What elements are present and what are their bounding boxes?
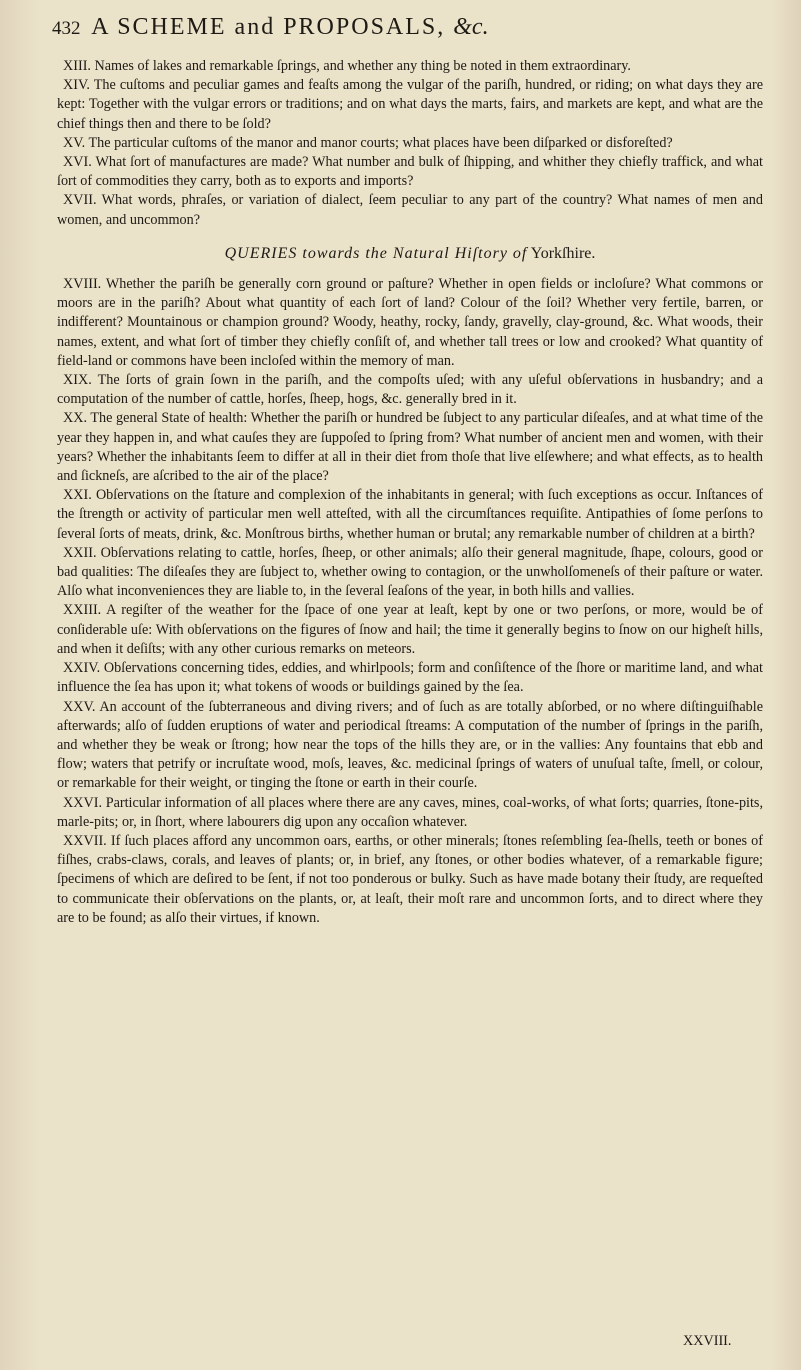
query-item: XVI. What ſort of manufactures are made? What number and bulk of ſhipping, and whither they chiefly traffick, and what ſort of commodities they carry, both as to exports and imports?: [57, 154, 763, 190]
running-title-etc: &c.: [453, 14, 489, 40]
query-item: XXV. An account of the ſubterraneous and diving rivers; and of ſuch as are totally abſorbed, or no where diſtinguiſhable afterwards; alſo of ſudden eruptions of water and periodical ſtreams: A computation of the number of ſprings in the pariſh, and whether they be weak or ſtrong; how near the tops of the hills they are, or in the vallies: Any fountains that ebb and flow; waters that petrify or incruſtate wood, moſs, leaves, &c. medicinal ſprings of waters of unuſual taſte, ſmell, or colour, or remarkable for their weight, or tinging the ſtone or earth in their courſe.: [57, 698, 763, 792]
query-item: XXIII. A regiſter of the weather for the ſpace of one year at leaſt, kept by one or two perſons, or more, would be of conſiderable uſe: With obſervations on the figures of ſnow and hail; the time it generally begins to ſnow on our higheſt hills, and when it deſiſts; with any other curious remarks on meteors.: [57, 602, 763, 657]
query-item: XV. The particular cuſtoms of the manor and manor courts; what places have been diſparked or disforeſted?: [63, 134, 673, 151]
catchword: XXVIII.: [683, 1333, 732, 1349]
section-heading-italic: QUERIES towards the Natural Hiſtory of: [224, 244, 528, 262]
running-header: [52, 14, 752, 41]
query-item: XXIV. Obſervations concerning tides, eddies, and whirlpools; form and conſiſtence of the ſhore or maritime land, and what influence the ſea has upon it; what tokens of woods or buildings gained by the ſea.: [57, 660, 763, 696]
running-title: A SCHEME and PROPOSALS,: [91, 14, 446, 40]
query-item: XXII. Obſervations relating to cattle, horſes, ſheep, or other animals; alſo their general magnitude, ſhape, colours, good or bad qualities: The diſeaſes they are ſubject to, whether owing to contagion, or the unwholſomeneſs of their paſture or water. Alſo what inconveniences they are liable to, in the ſeveral ſeaſons of the year, in both hills and vallies.: [57, 544, 763, 600]
body-text: [57, 57, 763, 928]
query-item: XX. The general State of health: Whether the pariſh or hundred be ſubject to any particular diſeaſes, and at what time of the year they happen in, and what cauſes they are ſuppoſed to ſpring from? What number of ancient men and women, with their years? Whether the inhabitants ſeem to differ at all in their diet from thoſe that live elſewhere; and what effects, as to health and ſickneſs, are aſcribed to the air of the place?: [57, 410, 763, 485]
query-item: XIV. The cuſtoms and peculiar games and feaſts among the vulgar of the pariſh, hundred, or riding; on what days they are kept: Together with the vulgar errors or traditions; and on what days the marts, fairs, and markets are kept, and what are the chief things then and there to be ſold?: [57, 77, 763, 132]
query-item: XIII. Names of lakes and remarkable ſprings, and whether any thing be noted in them extraordinary.: [63, 58, 631, 74]
query-item: XVII. What words, phraſes, or variation of dialect, ſeem peculiar to any part of the country? What names of men and women, and uncommon?: [57, 192, 763, 228]
section-heading-roman: Yorkſhire.: [530, 244, 596, 262]
query-item: XXVI. Particular information of all places where there are any caves, mines, coal-works, of what ſorts; quarries, ſtone-pits, marle-pits; or, in ſhort, where labourers dig upon any occaſion whatever.: [57, 794, 763, 830]
query-item: XVIII. Whether the pariſh be generally corn ground or paſture? Whether in open fields or incloſure? What commons or moors are in the pariſh? About what quantity of each ſort of land? Colour of the ſoil? Whether very fertile, barren, or indifferent? Mountainous or champion ground? Woody, heathy, rocky, ſandy, gravelly, clay-ground, &c. What woods, their names, extent, and what ſort of timber they chiefly conſiſt of, and whether tall trees or low and crooked? What quantity of field-land or commons have been incloſed within the memory of man.: [57, 276, 763, 369]
query-item: XIX. The ſorts of grain ſown in the pariſh, and the compoſts uſed; with any uſeful obſervations in husbandry; and a computation of the number of cattle, horſes, ſheep, hogs, &c. generally bred in it.: [57, 372, 763, 408]
page-number: 432: [52, 18, 81, 39]
query-item: XXVII. If ſuch places afford any uncommon oars, earths, or other minerals; ſtones reſembling ſea-ſhells, teeth or bones of fiſhes, crabs-claws, corals, and leaves of plants; or, in brief, any ſtones, or other bodies whatever, of a remarkable figure; ſpecimens of which are deſired to be ſent, if not too ponderous or bulky. Such as have made botany their ſtudy, are requeſted to communicate their obſervations on the plants, or, at leaſt, their moſt rare and uncommon ſorts, and to direct where they are to be found; as alſo their virtues, if known.: [57, 832, 763, 926]
section-heading: [57, 244, 763, 263]
query-item: XXI. Obſervations on the ſtature and complexion of the inhabitants in general; with ſuch exceptions as occur. Inſtances of the ſtrength or activity of particular men well atteſted, with all the circumſtances requiſite. Antipathies of ſome perſons to ſeveral ſorts of meats, drink, &c. Monſtrous births, whether human or brutal; any remarkable number of children at a birth?: [57, 487, 763, 542]
